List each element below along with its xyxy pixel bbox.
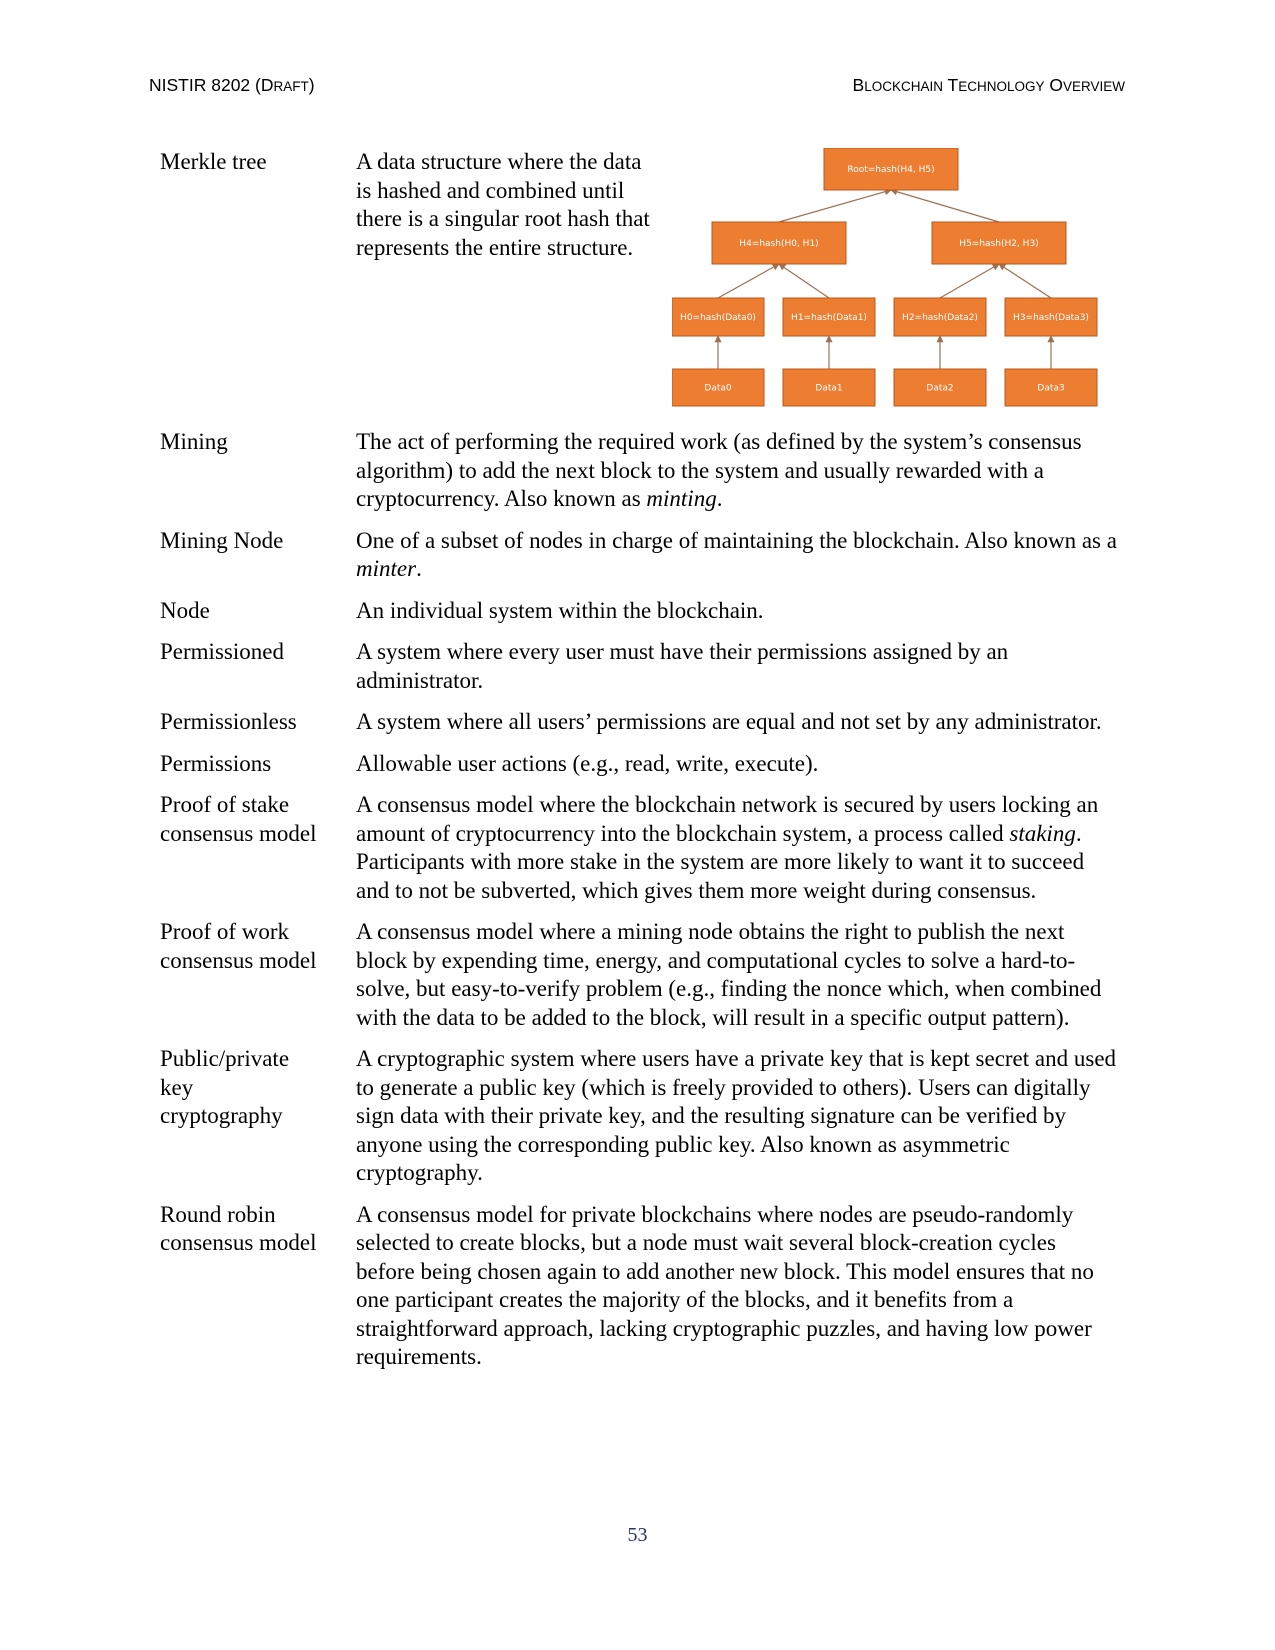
page-number: 53 [627,1524,648,1546]
glossary-definition [356,527,1120,584]
merkle-edge [779,190,891,222]
glossary-definition [356,428,1120,514]
glossary-term-line: Mining [160,429,228,454]
merkle-data-node [672,369,764,406]
merkle-node-label: Data2 [926,383,954,394]
glossary-term [160,1045,356,1188]
definition-text: A consensus model where the blockchain network is secured by users locking an amount of cryptocurrency into the blockchain system, a process called [356,792,1099,846]
glossary-term [160,791,356,905]
glossary-term-line: Public/private [160,1046,290,1071]
merkle-edge [779,264,829,298]
glossary-definition [356,1201,1120,1372]
glossary-term-line: consensus model [160,820,317,846]
glossary-definition: A data structure where the data is hashed and combined until there is a singular root hash that represents the entire structure. [356,149,650,260]
merkle-root-node [824,148,958,190]
glossary-term-line: consensus model [160,1230,317,1255]
definition-text: . [716,486,723,511]
glossary-term-line: Round robin [160,1201,276,1227]
definition-text: . Participants with more stake in the system are more likely to want it to succeed and to not be subverted, which gives them more weight during consensus. [356,820,1085,903]
merkle-node-label: H5=hash(H2, H3) [959,239,1039,249]
merkle-hash-node [1005,298,1097,336]
glossary-term-line: Permissioned [160,639,284,664]
glossary-definition [356,750,1120,779]
merkle-hash-node [932,222,1066,264]
merkle-node-label: H4=hash(H0, H1) [739,239,819,249]
definition-text: . [416,556,422,581]
definition-text: A system where every user must have their permissions assigned by an administrator. [356,639,1009,693]
glossary-term [160,597,356,626]
definition-text: A cryptographic system where users have a private key that is kept secret and used to generate a public key (which is freely provided to others). Users can digitally sign data with their private key, and the resulting signature can be verified by anyone using the corresponding public key. Also known as asymmetric cryptography. [356,1046,1117,1185]
definition-text: A consensus model where a mining node obtains the right to publish the next block by expending time, energy, and computational cycles to solve a hard-to-solve, but easy-to-verify problem (e.g., finding the nonce which, when combined with the data to be added to the block, will result in a specific output pattern). [356,919,1102,1030]
glossary-term: Merkle tree [160,149,267,174]
glossary-entry [160,638,1120,695]
merkle-node-label: Data3 [1037,383,1065,394]
merkle-data-node [1005,369,1097,406]
glossary-entry [160,791,1120,905]
glossary-term [160,750,356,779]
glossary-entry [160,1045,1120,1188]
merkle-node-label: Data0 [704,383,732,394]
merkle-edge [999,264,1051,298]
definition-text: An individual system within the blockchain. [356,597,764,623]
merkle-data-node [783,369,875,406]
merkle-data-node [894,369,986,406]
glossary-definition [356,791,1120,905]
merkle-edge [718,264,779,298]
definition-text: Allowable user actions (e.g., read, write, execute). [356,750,819,776]
glossary-definition [356,638,1120,695]
glossary-definition [356,918,1120,1032]
definition-text: A system where all users’ permissions are equal and not set by any administrator. [356,709,1102,734]
glossary-term [160,708,356,737]
definition-emphasis: minter [356,556,417,581]
glossary-term-line: Permissions [160,750,272,776]
definition-text: A consensus model for private blockchains where nodes are pseudo-randomly selected to create blocks, but a node must wait several block-creation cycles before being chosen again to add another new block. This model ensures that no one participant creates the majority of the blocks, and it benefits from a straightforward approach, lacking cryptographic puzzles, and having low power requirements. [356,1201,1094,1369]
document-title: BLOCKCHAIN TECHNOLOGY OVERVIEW [852,75,1125,95]
glossary-term [160,527,356,584]
definition-text: One of a subset of nodes in charge of maintaining the blockchain. Also known as a [356,527,1117,553]
glossary-entry [160,1201,1120,1372]
merkle-tree-diagram [672,148,1122,430]
glossary-term-line: key [160,1074,194,1100]
glossary-term-line: Node [160,597,210,623]
glossary-term-line: Mining Node [160,527,284,553]
document-id: NISTIR 8202 (DRAFT) [149,75,315,95]
glossary-definition [356,597,1120,626]
merkle-node-label: Data1 [815,383,843,394]
glossary-entry [160,750,1120,779]
glossary-term-line: Permissionless [160,709,297,734]
glossary-definition [356,708,1120,737]
definition-emphasis: staking [1009,820,1076,846]
glossary-term-line: consensus model [160,947,317,973]
merkle-hash-node [894,298,986,336]
glossary-term [160,638,356,695]
definition-text: The act of performing the required work (as defined by the system’s consensus algorithm) to add the next block to the system and usually rewarded with a cryptocurrency. Also known as [356,429,1082,511]
merkle-node-label: H0=hash(Data0) [680,313,756,323]
merkle-hash-node [672,298,764,336]
glossary-entry [160,918,1120,1032]
glossary-term-line: cryptography [160,1103,283,1128]
merkle-node-label: H2=hash(Data2) [902,313,978,323]
merkle-node-label: Root=hash(H4, H5) [847,165,935,175]
glossary-entry [160,428,1120,514]
merkle-node-label: H3=hash(Data3) [1013,313,1089,323]
glossary-term-line: Proof of stake [160,792,290,817]
merkle-hash-node [712,222,846,264]
glossary-entry [160,527,1120,584]
glossary-term [160,918,356,1032]
glossary-term [160,428,356,514]
glossary-term [160,1201,356,1372]
glossary-entry [160,708,1120,737]
merkle-node-label: H1=hash(Data1) [791,313,867,323]
definition-emphasis: minting [646,486,717,511]
glossary-entry [160,597,1120,626]
merkle-edge [940,264,999,298]
glossary-term-line: Proof of work [160,919,290,944]
merkle-edge [891,190,999,222]
merkle-hash-node [783,298,875,336]
glossary-definition [356,1045,1120,1188]
page-header [149,75,1125,99]
